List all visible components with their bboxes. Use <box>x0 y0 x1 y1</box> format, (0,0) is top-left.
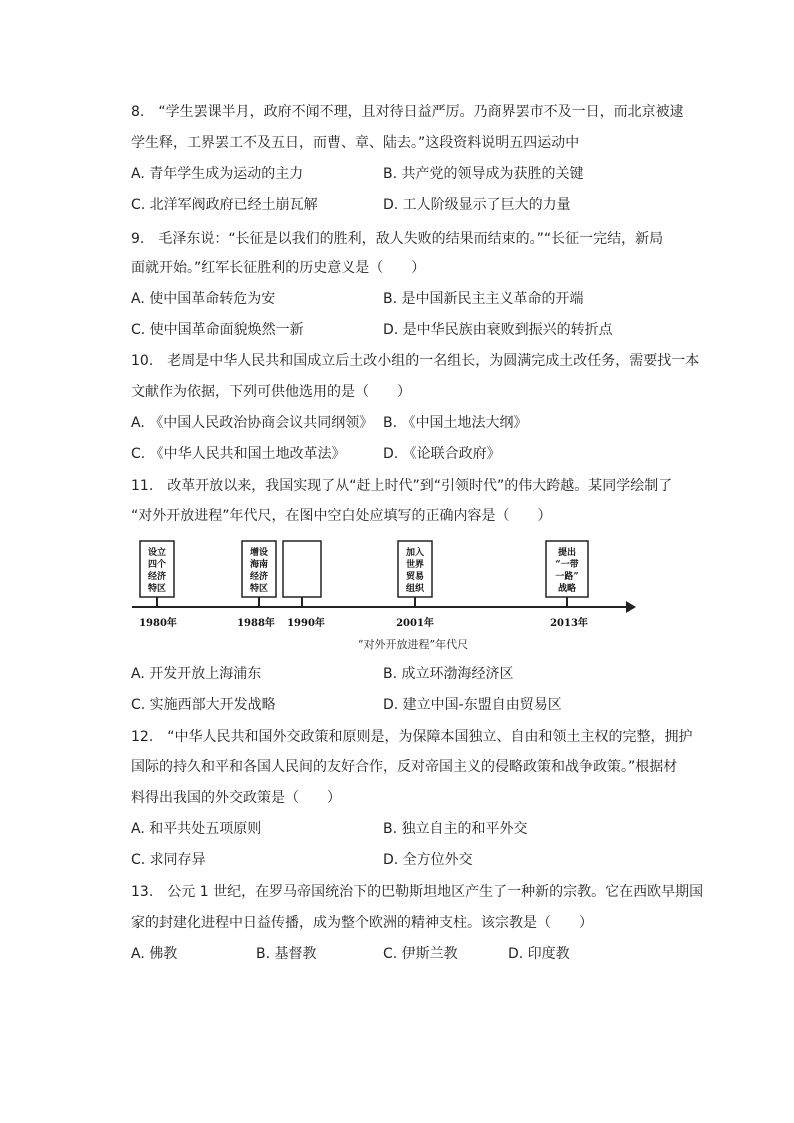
question-8-line-1: 8. “学生罢课半月，政府不闻不理，且对待日益严厉。乃商界罢市不及一日，而北京被逮 <box>131 104 684 120</box>
sign-2001-line-4: 组织 <box>405 584 425 594</box>
question-12-option-c[interactable]: C. 求同存异 <box>131 852 206 868</box>
year-2001: 2001年 <box>396 618 434 629</box>
sign-1988-line-2: 海南 <box>249 560 269 570</box>
question-11-option-a[interactable]: A. 开发开放上海浦东 <box>131 666 262 682</box>
question-10-line-1: 10. 老周是中华人民共和国成立后土改小组的一名组长，为圆满完成土改任务，需要找一本 <box>131 353 700 369</box>
sign-1980-line-1: 设立 <box>147 548 167 558</box>
question-13-option-d[interactable]: D. 印度教 <box>508 946 570 962</box>
question-12-line-1: 12. “中华人民共和国外交政策和原则是，为保障本国独立、自由和领土主权的完整，拥护 <box>131 729 693 745</box>
timeline-sign-2013 <box>546 541 588 629</box>
question-12-option-a[interactable]: A. 和平共处五项原则 <box>131 821 262 837</box>
question-13-line-1: 13. 公元 1 世纪，在罗马帝国统治下的巴勒斯坦地区产生了一种新的宗教。它在西欧早期国 <box>131 884 704 900</box>
sign-2001-line-2: 世界 <box>405 560 425 570</box>
sign-2001-line-3: 贸易 <box>405 572 425 582</box>
question-8-option-d[interactable]: D. 工人阶级显示了巨大的力量 <box>383 197 571 213</box>
question-10-line-2: 文献作为依据，下列可供他选用的是（ ） <box>131 384 411 400</box>
question-13-line-2: 家的封建化进程中日益传播，成为整个欧洲的精神支柱。该宗教是（ ） <box>131 915 593 931</box>
question-12-line-2: 国际的持久和平和各国人民间的友好合作，反对帝国主义的侵略政策和战争政策。”根据材 <box>131 759 678 775</box>
question-12-line-3: 料得出我国的外交政策是（ ） <box>131 790 341 806</box>
question-9-option-d[interactable]: D. 是中华民族由衰败到振兴的转折点 <box>383 322 613 338</box>
sign-2013-line-3: 一路” <box>555 572 579 582</box>
question-12-option-b[interactable]: B. 独立自主的和平外交 <box>383 821 528 837</box>
timeline-sign-1990-blank <box>283 541 325 629</box>
timeline-caption: “对外开放进程”年代尺 <box>357 638 469 651</box>
question-8-option-b[interactable]: B. 共产党的领导成为获胜的关键 <box>383 166 584 182</box>
year-1980: 1980年 <box>139 618 177 629</box>
question-13-option-c[interactable]: C. 伊斯兰教 <box>383 946 458 962</box>
question-9-line-1: 9. 毛泽东说：“长征是以我们的胜利，敌人失败的结果而结束的。”“长征一完结，新局 <box>131 231 664 247</box>
question-8-option-a[interactable]: A. 青年学生成为运动的主力 <box>131 166 304 182</box>
sign-2001-line-1: 加入 <box>405 548 425 558</box>
question-9-option-c[interactable]: C. 使中国革命面貌焕然一新 <box>131 322 304 338</box>
question-12-option-d[interactable]: D. 全方位外交 <box>383 852 473 868</box>
question-11-line-2: “对外开放进程”年代尺，在图中空白处应填写的正确内容是（ ） <box>131 508 552 524</box>
timeline-sign-1988 <box>237 541 276 629</box>
question-10-option-c[interactable]: C. 《中华人民共和国土地改革法》 <box>131 446 346 462</box>
question-11-option-d[interactable]: D. 建立中国-东盟自由贸易区 <box>383 697 562 713</box>
timeline-arrow-icon <box>626 601 636 613</box>
question-9-option-a[interactable]: A. 使中国革命转危为安 <box>131 291 276 307</box>
sign-1988-line-3: 经济 <box>249 572 269 582</box>
question-13-option-a[interactable]: A. 佛教 <box>131 946 178 962</box>
sign-1980-line-4: 特区 <box>147 584 167 594</box>
sign-1988-line-1: 增设 <box>249 548 269 558</box>
sign-1980-line-2: 四个 <box>147 560 167 570</box>
sign-2013-line-2: “一带 <box>555 560 579 570</box>
question-9-line-2: 面就开始。”红军长征胜利的历史意义是（ ） <box>131 260 426 276</box>
question-11-option-c[interactable]: C. 实施西部大开发战略 <box>131 697 276 713</box>
sign-1980-line-3: 经济 <box>147 572 167 582</box>
question-9-option-b[interactable]: B. 是中国新民主主义革命的开端 <box>383 291 584 307</box>
open-door-timeline <box>128 535 640 657</box>
question-10-option-a[interactable]: A. 《中国人民政治协商会议共同纲领》 <box>131 415 374 431</box>
timeline-sign-2001 <box>396 541 434 629</box>
question-8-option-c[interactable]: C. 北洋军阀政府已经土崩瓦解 <box>131 197 318 213</box>
year-1990: 1990年 <box>287 618 325 629</box>
sign-1988-line-4: 特区 <box>249 584 269 594</box>
question-11-option-b[interactable]: B. 成立环渤海经济区 <box>383 666 514 682</box>
sign-2013-line-4: 战略 <box>557 584 577 594</box>
question-13-option-b[interactable]: B. 基督教 <box>256 946 317 962</box>
sign-2013-line-1: 提出 <box>557 548 577 558</box>
timeline-sign-1980 <box>139 541 177 629</box>
year-2013: 2013年 <box>550 618 588 629</box>
question-11-line-1: 11. 改革开放以来，我国实现了从“赶上时代”到“引领时代”的伟大跨越。某同学绘制了 <box>131 478 673 494</box>
question-10-option-d[interactable]: D. 《论联合政府》 <box>383 446 501 462</box>
year-1988: 1988年 <box>237 618 275 629</box>
question-8-line-2: 学生释，工界罢工不及五日，而曹、章、陆去。”这段资料说明五四运动中 <box>131 135 580 151</box>
question-10-option-b[interactable]: B. 《中国土地法大纲》 <box>383 415 528 431</box>
